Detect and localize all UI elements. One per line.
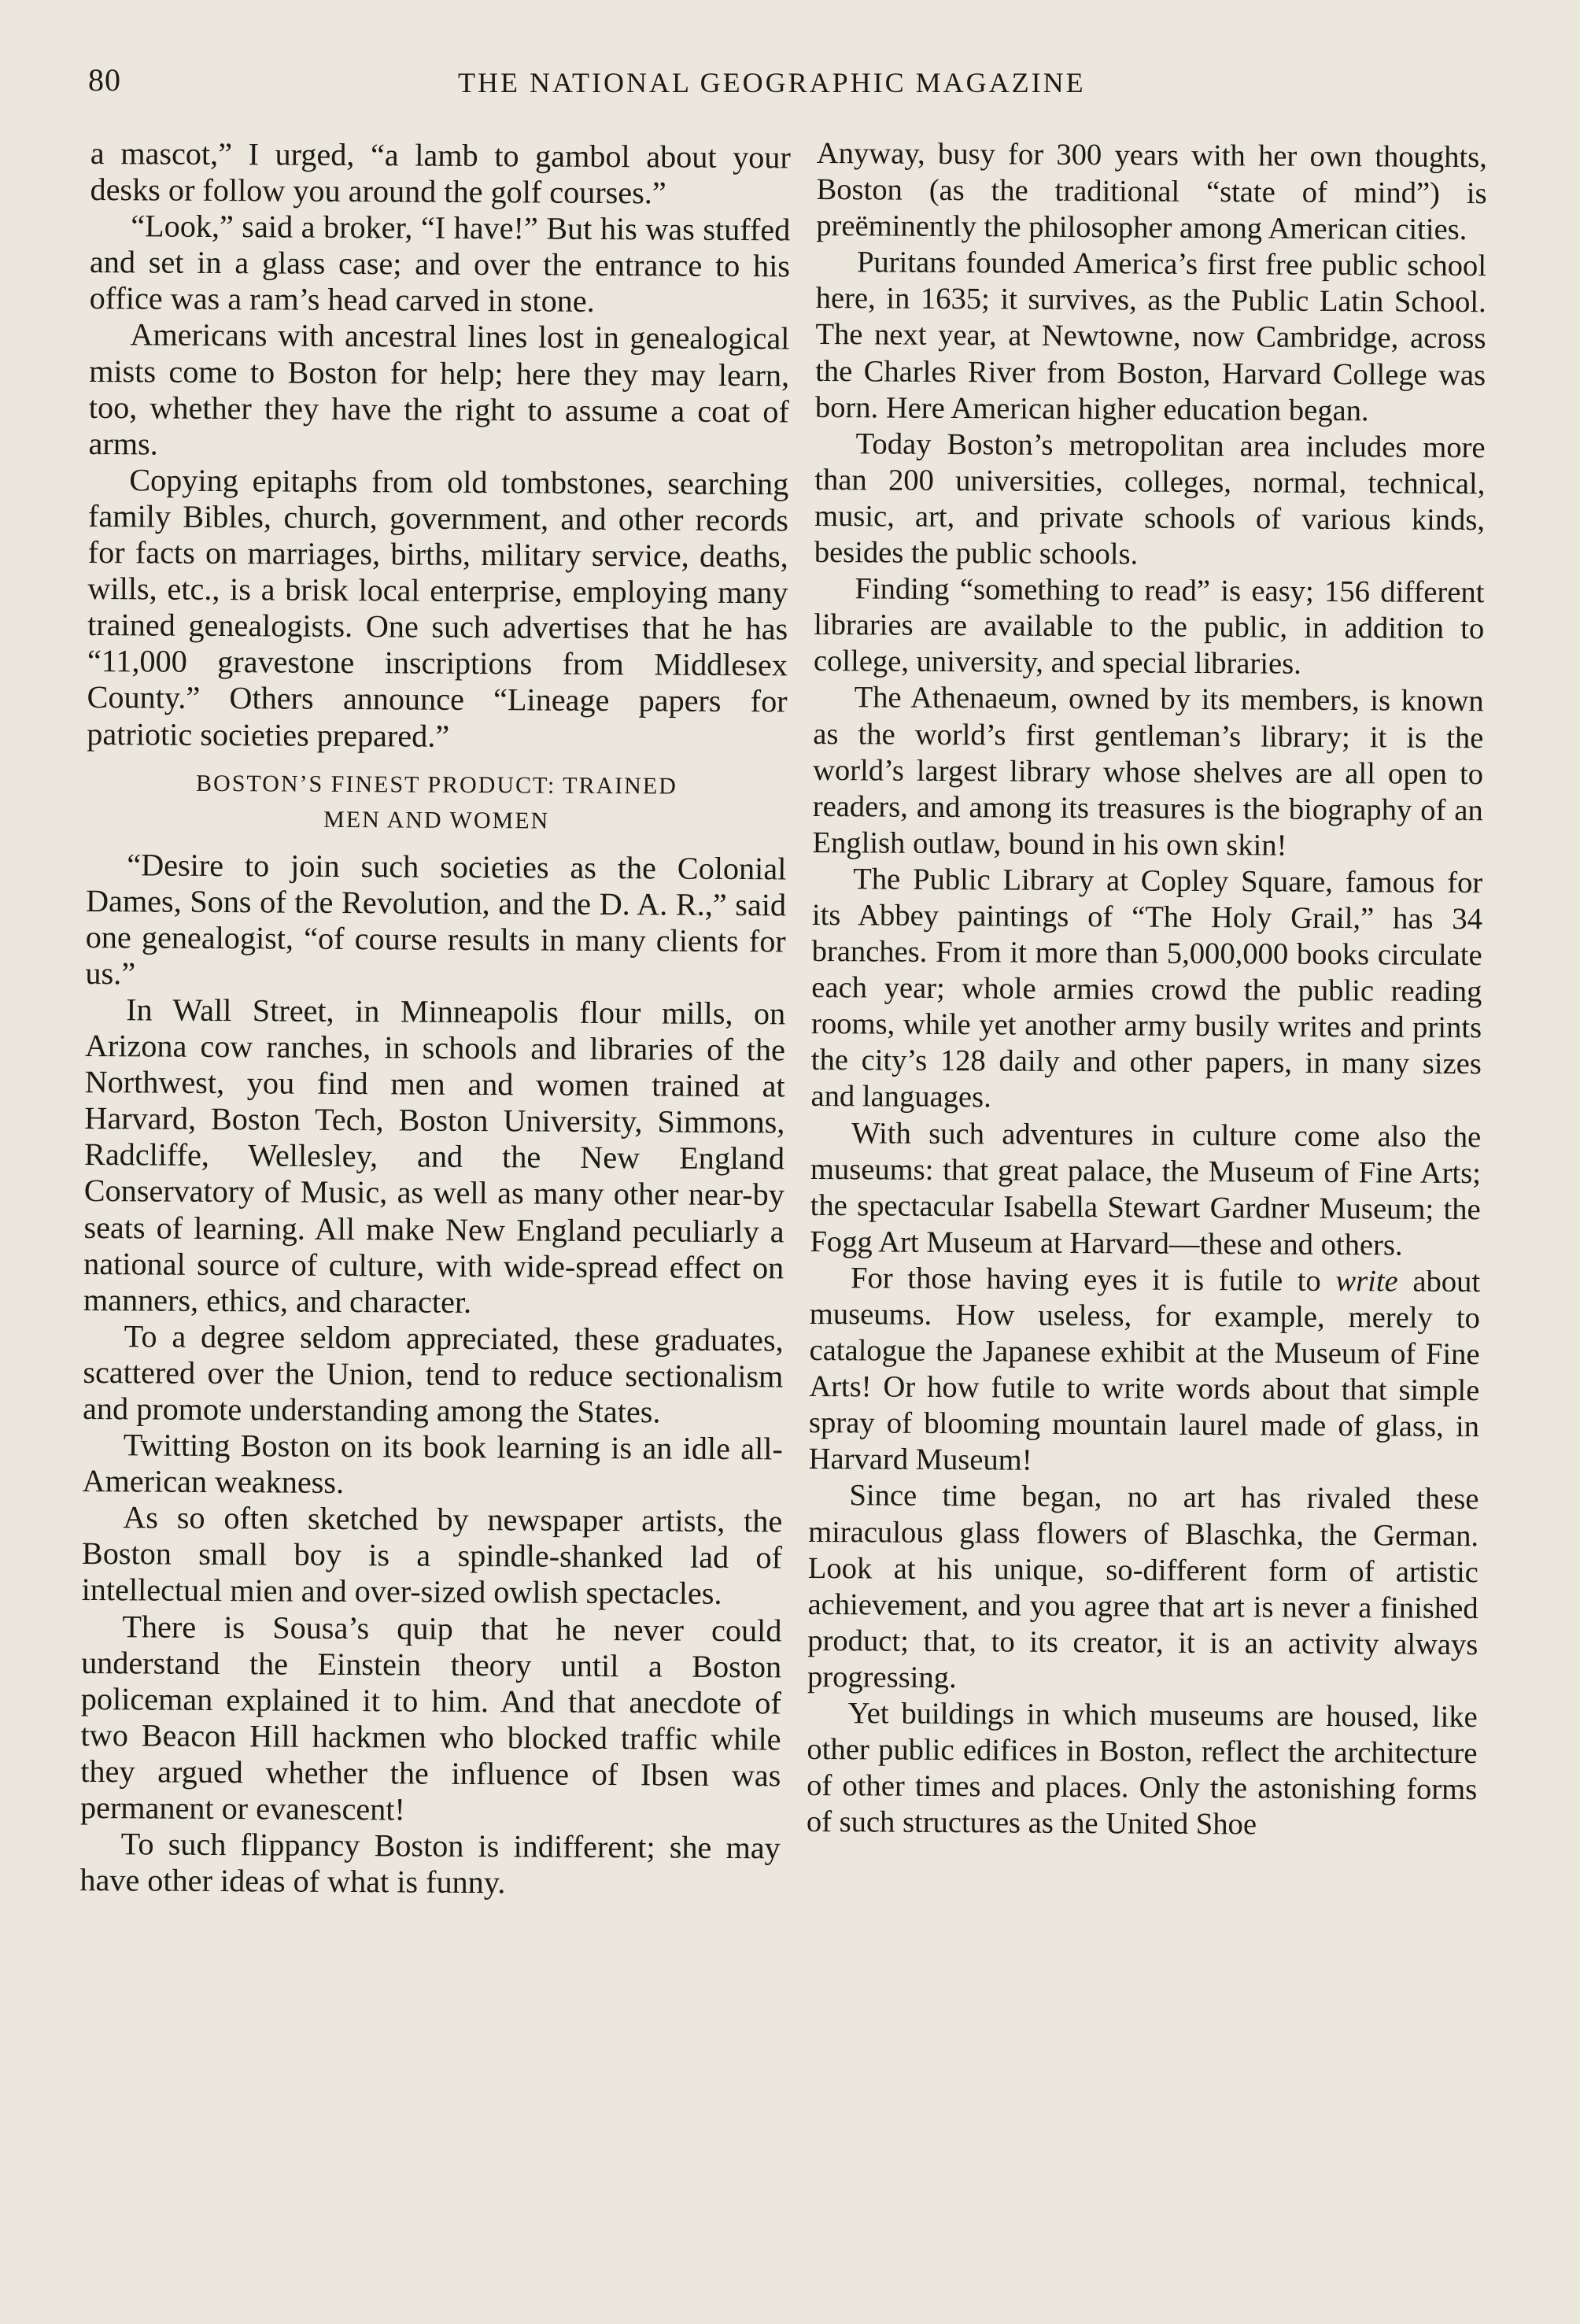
paragraph: The Public Library at Copley Square, famous for its Abbey paintings of “The Holy Grail,” has 34 branches. From it more than 5,000,000 books circulate each year; whole armies crowd the public reading rooms, while yet another army busily writes and prints the city’s 128 daily and other papers, in many sizes and languages. <box>810 863 1483 1114</box>
paragraph: With such adventures in culture come also the museums: that great palace, the Museum of Fine Arts; the spectacular Isabella Stewart Gardner Museum; the Fogg Art Museum at Harvard—these and others. <box>810 1116 1482 1262</box>
text-run: For those having eyes it is futile to <box>851 1262 1336 1298</box>
left-column <box>79 135 791 1903</box>
paragraph: Since time began, no art has rivaled these miraculous glass flowers of Blaschka, the German. Look at his unique, so-different form of artistic achievement, and you agree that art is never a finished product; that, to its creator, it is an activity always progressing. <box>807 1479 1479 1695</box>
magazine-title: THE NATIONAL GEOGRAPHIC MAGAZINE <box>458 67 1086 98</box>
paragraph: a mascot,” I urged, “a lamb to gambol about your desks or follow you around the golf courses.” <box>90 135 791 211</box>
paragraph: To such flippancy Boston is indifferent; she may have other ideas of what is funny. <box>79 1826 781 1901</box>
paragraph: To a degree seldom appreciated, these graduates, scattered over the Union, tend to reduce sectionalism and promote understanding among the States. <box>82 1318 784 1430</box>
paragraph: There is Sousa’s quip that he never could understand the Einstein theory until a Boston policeman explained it to him. And that anecdote of two Beacon Hill hackmen who blocked traffic while they argued whether the influence of Ibsen was permanent or evanescent! <box>79 1608 782 1827</box>
paragraph: Copying epitaphs from old tombstones, searching family Bibles, church, government, and other records for facts on marriages, births, military service, deaths, wills, etc., is a brisk local enterprise, employing many trained genealogists. One such advertises that he has “11,000 gravestone inscriptions from Middlesex County.” Others announce “Lineage papers for patriotic societies prepared.” <box>87 462 789 754</box>
paragraph: Americans with ancestral lines lost in genealogical mists come to Boston for help; here they may learn, too, whether they have the right to assume a coat of arms. <box>88 316 790 462</box>
running-head <box>88 61 1497 109</box>
page-number: 80 <box>88 62 121 98</box>
section-subheading <box>87 765 788 840</box>
paragraph: As so often sketched by newspaper artists, the Boston small boy is a spindle-shanked lad of intellectual mien and over-sized owlish spectacles. <box>81 1499 783 1612</box>
right-column <box>807 135 1487 1845</box>
paragraph: Puritans founded America’s first free public school here, in 1635; it survives, as the Public Latin School. The next year, at Newtowne, now Cambridge, across the Charles River from Boston, Harvard College was born. Here American higher education began. <box>814 246 1487 427</box>
paragraph: Anyway, busy for 300 years with her own thoughts, Boston (as the traditional “state of mind”) is preëminently the philosopher among American cities. <box>816 136 1487 247</box>
paragraph: Finding “something to read” is easy; 156 different libraries are available to the public, in addition to college, university, and special libraries. <box>813 572 1485 682</box>
paragraph: The Athenaeum, owned by its members, is known as the world’s first gentleman’s library; it is the world’s largest library whose shelves are all open to readers, and among its treasures is the biography of an English outlaw, bound in his own skin! <box>812 681 1484 863</box>
paragraph: Today Boston’s metropolitan area includes more than 200 universities, colleges, normal, technical, music, art, and private schools of various kinds, besides the public schools. <box>814 427 1486 571</box>
subheading-line: BOSTON’S FINEST PRODUCT: TRAINED <box>195 770 677 800</box>
paragraph: “Look,” said a broker, “I have!” But his was stuffed and set in a glass case; and over the entrance to his office was a ram’s head carved in stone. <box>89 208 791 320</box>
paragraph: Yet buildings in which museums are housed, like other public edifices in Boston, reflect the architecture of other times and places. Only the astonishing forms of such structures as the United Shoe <box>806 1697 1478 1842</box>
text-run: about museums. How useless, for example, merely to catalogue the Japanese exhibit at the Museum of Fine Arts! Or how futile to write words about that simple spray of blooming mountain laurel made of glass, in Harvard Museum! <box>808 1265 1481 1478</box>
italic-word: write <box>1335 1264 1398 1299</box>
paragraph: Twitting Boston on its book learning is an idle all-American weakness. <box>82 1427 783 1501</box>
subheading-line: MEN AND WOMEN <box>323 806 550 834</box>
paragraph <box>809 1260 1481 1482</box>
paragraph: “Desire to join such societies as the Colonial Dames, Sons of the Revolution, and the D. A. R.,” said one genealogist, “of course results in many clients for us.” <box>85 846 787 992</box>
paragraph: In Wall Street, in Minneapolis flour mills, on Arizona cow ranches, in schools and libraries of the Northwest, you find men and women trained at Harvard, Boston Tech, Boston University, Simmons, Radcliffe, Wellesley, and the New England Conservatory of Music, as well as many other near-by seats of learning. All make New England peculiarly a national source of culture, with wide-spread effect on manners, ethics, and character. <box>83 992 786 1320</box>
